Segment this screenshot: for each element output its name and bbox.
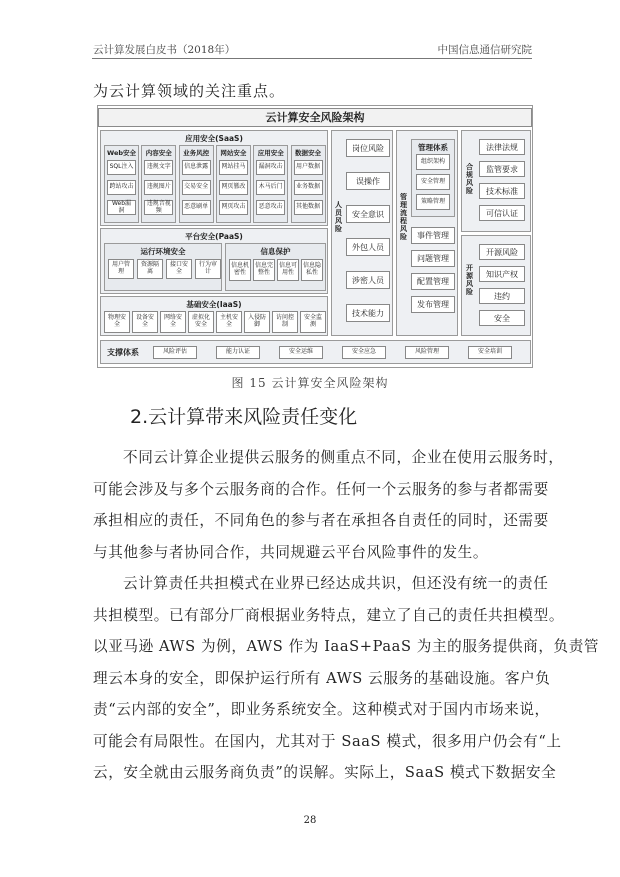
compliance-label: 合规风险 [466,163,473,196]
mgmt-system-item: 组织架构 [416,154,450,170]
paas-env-item: 资源隔离 [137,259,163,279]
saas-item: 违规音视频 [144,200,173,215]
paas-info-item: 信息隐私性 [301,259,323,281]
paragraph-line: 可能会有局限性。在国内，尤其对于 SaaS 模式，很多用户仍会有“上 [93,732,562,750]
personnel-panel [331,130,393,336]
saas-item: 网页篡改 [219,180,248,195]
support-item: 安全培训 [468,346,512,359]
opensource-item: 安全 [479,310,525,326]
support-item: 安全应急 [342,346,386,359]
iaas-item: 安全监测 [300,311,326,333]
paragraph-line: 共担模型。已有部分厂商根据业务特点，建立了自己的责任共担模型。 [93,606,565,624]
iaas-item: 物理安全 [104,311,130,333]
header-left: 云计算发展白皮书（2018年） [93,44,236,56]
paas-info-item: 信息完整性 [253,259,275,281]
paragraph-2 [93,568,600,789]
personnel-item: 安全意识 [346,205,390,223]
mgmt-label: 管理流程风险 [400,193,407,242]
paragraph-line: 不同云计算企业提供云服务的侧重点不同，企业在使用云服务时， [123,449,564,466]
mgmt-item: 配置管理 [411,273,455,290]
paas-env-item: 行为审计 [195,259,221,279]
iaas-item: 网络安全 [160,311,186,333]
opensource-item: 知识产权 [479,266,525,282]
lead-text: 为云计算领域的关注重点。 [93,82,286,100]
saas-item: 网站挂马 [219,160,248,175]
support-item: 风险评估 [153,346,197,359]
paragraph-line: 云计算责任共担模式在业界已经达成共识，但还没有统一的责任 [123,575,549,592]
saas-group [253,145,288,223]
saas-group [291,145,326,223]
personnel-item: 涉密人员 [346,271,390,289]
saas-group [141,145,176,223]
iaas-item: 设备安全 [132,311,158,333]
paas-info-title: 信息保护 [260,247,291,256]
iaas-item: 虚拟化安全 [188,311,214,333]
mgmt-system [411,139,455,217]
support-item: 风险管理 [405,346,449,359]
saas-item: 恶意刷单 [182,200,211,215]
paragraph-1 [93,442,564,568]
compliance-item: 可信认证 [479,205,525,221]
paragraph-line: 责“云内部的安全”，即业务系统安全。这种模式对于国内市场来说， [93,701,550,718]
saas-item: 其他数据 [294,200,323,215]
paas-env-group [104,243,222,291]
paas-env-item: 用户管理 [108,259,134,279]
personnel-item: 误操作 [346,172,390,190]
saas-group [104,145,139,223]
compliance-item: 法律法规 [479,139,525,155]
saas-group [179,145,214,223]
personnel-item: 岗位风险 [346,139,390,157]
paas-info-item: 信息机密性 [229,259,251,281]
personnel-item: 技术能力 [346,304,390,322]
paas-title: 平台安全(PaaS) [185,232,243,241]
saas-item: 违规图片 [144,180,173,195]
paragraph-line: 以亚马逊 AWS 为例，AWS 作为 IaaS+PaaS 为主的服务提供商，负责管 [93,638,600,655]
saas-item: SQL注入 [107,160,136,175]
mgmt-item: 问题管理 [411,250,455,267]
header-right: 中国信息通信研究院 [437,44,532,56]
support-item: 安全运维 [279,346,323,359]
saas-item: 业务数据 [294,180,323,195]
support-item: 能力认证 [216,346,260,359]
mgmt-system-title: 管理体系 [418,143,448,152]
personnel-label: 人员风险 [335,201,342,234]
paragraph-line: 云，安全就由云服务商负责”的误解。实际上，SaaS 模式下数据安全 [93,764,557,781]
saas-item: 漏洞攻击 [256,160,285,175]
iaas-panel [100,296,328,336]
mgmt-item: 发布管理 [411,296,455,313]
saas-item: 恶意攻击 [256,200,285,215]
iaas-title: 基础安全(IaaS) [186,300,242,309]
compliance-item: 监管要求 [479,161,525,177]
paas-info-group [225,243,326,291]
iaas-item: 入侵防御 [244,311,270,333]
paragraph-line: 可能会涉及与多个云服务商的合作。任何一个云服务的参与者都需要 [93,480,549,498]
paragraph-line: 与其他参与者协同合作，共同规避云平台风险事件的发生。 [93,543,489,561]
paragraph-line: 承担相应的责任，不同角色的参与者在承担各自责任的同时，还需要 [93,512,549,529]
saas-item: 用户数据 [294,160,323,175]
header-rule [92,58,532,59]
saas-item: Web漏洞 [107,200,136,215]
saas-group-title: 网站安全 [220,149,247,157]
mgmt-system-item: 安全管理 [416,174,450,190]
personnel-item: 外包人员 [346,238,390,256]
paas-env-item: 接口安全 [166,259,192,279]
mgmt-item: 事件管理 [411,227,455,244]
figure-caption: 图 15 云计算安全风险架构 [231,376,389,390]
iaas-item: 主机安全 [216,311,242,333]
compliance-item: 技术标准 [479,183,525,199]
support-title: 支撑体系 [107,348,139,357]
mgmt-system-item: 策略管理 [416,194,450,210]
saas-group-title: Web安全 [107,149,136,157]
saas-item: 木马后门 [256,180,285,195]
paragraph-line: 理云本身的安全，即保护运行所有 AWS 云服务的基础设施。客户负 [93,669,551,687]
page-number: 28 [303,815,317,826]
saas-item: 信息泄露 [182,160,211,175]
paas-env-title: 运行环境安全 [140,247,186,256]
saas-group-title: 数据安全 [295,149,321,157]
section-heading: 2.云计算带来风险责任变化 [130,406,358,428]
saas-item: 违规文字 [144,160,173,175]
saas-item: 跨站攻击 [107,180,136,195]
opensource-item: 违约 [479,288,525,304]
saas-item: 交易安全 [182,180,211,195]
saas-group-title: 内容安全 [145,149,172,157]
saas-panel [100,130,328,226]
saas-item: 网页攻击 [219,200,248,215]
opensource-item: 开源风险 [479,244,525,260]
opensource-label: 开源风险 [466,264,473,297]
diagram-title: 云计算安全风险架构 [98,108,532,127]
saas-group-title: 应用安全 [257,149,284,157]
iaas-item: 访问控制 [272,311,298,333]
paas-panel [100,228,328,294]
saas-group [216,145,251,223]
saas-group-title: 业务风控 [183,149,210,157]
paas-info-item: 信息可用性 [277,259,299,281]
saas-title: 应用安全(SaaS) [185,134,243,143]
compliance-panel [461,130,531,232]
